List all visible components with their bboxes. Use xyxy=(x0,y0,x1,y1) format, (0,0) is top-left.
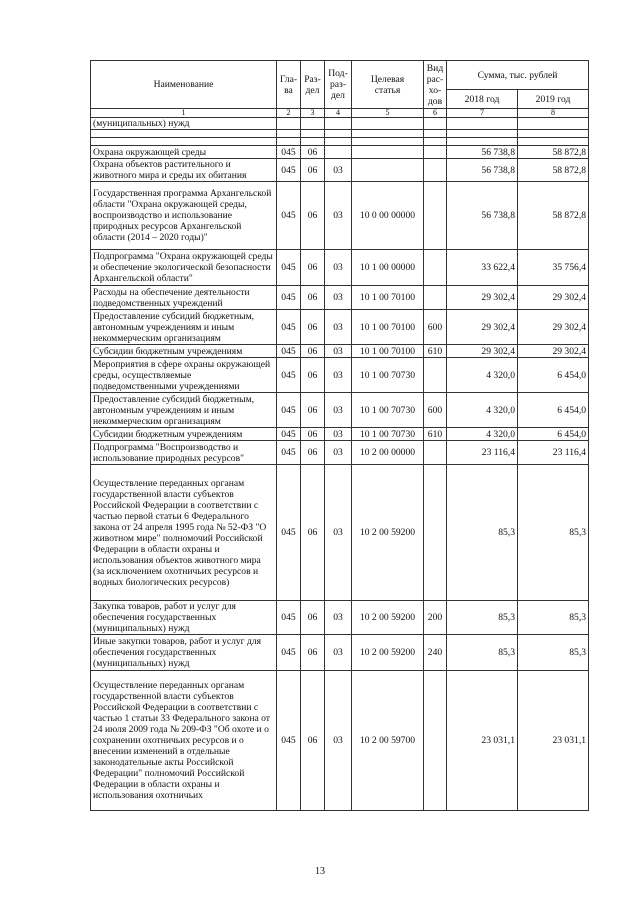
row-sum-2018 xyxy=(447,138,518,146)
row-sum-2018: 4 320,0 xyxy=(447,428,518,441)
row-vid xyxy=(424,182,447,250)
table-row xyxy=(91,130,589,138)
row-podrazdel xyxy=(325,118,352,130)
row-name: Иные закупки товаров, работ и услуг для обеспечения государственных (муниципальных) нужд xyxy=(91,635,277,671)
row-sum-2019: 23 116,4 xyxy=(518,441,589,465)
row-sum-2019: 29 302,4 xyxy=(518,310,589,345)
row-glava: 045 xyxy=(277,601,301,635)
row-sum-2019 xyxy=(518,138,589,146)
row-podrazdel: 03 xyxy=(325,159,352,182)
header-target: Целевая статья xyxy=(352,61,424,109)
row-podrazdel: 03 xyxy=(325,310,352,345)
row-glava xyxy=(277,138,301,146)
row-sum-2019: 85,3 xyxy=(518,465,589,601)
row-glava: 045 xyxy=(277,635,301,671)
colnum: 4 xyxy=(325,109,352,118)
row-target: 10 2 00 59200 xyxy=(352,465,424,601)
row-sum-2018: 85,3 xyxy=(447,465,518,601)
row-sum-2018: 85,3 xyxy=(447,601,518,635)
row-vid: 600 xyxy=(424,310,447,345)
row-sum-2019: 29 302,4 xyxy=(518,345,589,358)
row-razdel: 06 xyxy=(301,182,325,250)
row-target xyxy=(352,146,424,159)
row-razdel: 06 xyxy=(301,286,325,310)
header-name: Наименование xyxy=(91,61,277,109)
row-sum-2019: 58 872,8 xyxy=(518,146,589,159)
row-name xyxy=(91,138,277,146)
row-sum-2019 xyxy=(518,118,589,130)
row-razdel xyxy=(301,138,325,146)
row-vid xyxy=(424,146,447,159)
header-vid: Вид рас- хо- дов xyxy=(424,61,447,109)
row-vid xyxy=(424,130,447,138)
table-row xyxy=(91,465,589,601)
row-podrazdel: 03 xyxy=(325,635,352,671)
row-sum-2018: 4 320,0 xyxy=(447,393,518,428)
row-vid xyxy=(424,138,447,146)
table-row xyxy=(91,671,589,811)
table-row xyxy=(91,310,589,345)
row-razdel xyxy=(301,118,325,130)
row-target: 10 2 00 59700 xyxy=(352,671,424,811)
row-sum-2018: 29 302,4 xyxy=(447,286,518,310)
row-podrazdel: 03 xyxy=(325,465,352,601)
row-podrazdel: 03 xyxy=(325,345,352,358)
row-sum-2018: 4 320,0 xyxy=(447,358,518,393)
table-row xyxy=(91,428,589,441)
row-name: Охрана объектов растительного и животного мира и среды их обитания xyxy=(91,159,277,182)
colnum: 8 xyxy=(518,109,589,118)
row-name: Мероприятия в сфере охраны окружающей среды, осуществляемые подведомственными учреждениями xyxy=(91,358,277,393)
row-sum-2019: 6 454,0 xyxy=(518,358,589,393)
row-glava: 045 xyxy=(277,441,301,465)
row-podrazdel xyxy=(325,146,352,159)
row-podrazdel xyxy=(325,138,352,146)
row-name: Расходы на обеспечение деятельности подведомственных учреждений xyxy=(91,286,277,310)
row-target: 10 2 00 59200 xyxy=(352,635,424,671)
row-sum-2018 xyxy=(447,118,518,130)
row-razdel: 06 xyxy=(301,428,325,441)
row-sum-2019: 35 756,4 xyxy=(518,250,589,286)
row-target: 10 2 00 59200 xyxy=(352,601,424,635)
row-sum-2019: 85,3 xyxy=(518,601,589,635)
row-vid: 240 xyxy=(424,635,447,671)
row-target xyxy=(352,118,424,130)
row-name: Предоставление субсидий бюджетным, автономным учреждениям и иным некоммерческим организациям xyxy=(91,310,277,345)
colnum: 5 xyxy=(352,109,424,118)
row-sum-2018: 85,3 xyxy=(447,635,518,671)
row-razdel: 06 xyxy=(301,358,325,393)
row-razdel: 06 xyxy=(301,310,325,345)
row-vid xyxy=(424,671,447,811)
header-glava: Гла- ва xyxy=(277,61,301,109)
row-name: (муниципальных) нужд xyxy=(91,118,277,130)
row-razdel: 06 xyxy=(301,671,325,811)
row-podrazdel: 03 xyxy=(325,441,352,465)
header-sum: Сумма, тыс. рублей xyxy=(447,61,589,90)
row-vid xyxy=(424,118,447,130)
table-row xyxy=(91,250,589,286)
row-sum-2018 xyxy=(447,130,518,138)
row-glava: 045 xyxy=(277,345,301,358)
row-name: Субсидии бюджетным учреждениям xyxy=(91,428,277,441)
row-sum-2019: 6 454,0 xyxy=(518,428,589,441)
row-podrazdel: 03 xyxy=(325,182,352,250)
row-name: Закупка товаров, работ и услуг для обеспечения государственных (муниципальных) нужд xyxy=(91,601,277,635)
row-target: 10 1 00 70730 xyxy=(352,428,424,441)
table-row xyxy=(91,345,589,358)
row-glava: 045 xyxy=(277,250,301,286)
colnum: 7 xyxy=(447,109,518,118)
row-podrazdel: 03 xyxy=(325,250,352,286)
row-vid xyxy=(424,441,447,465)
row-glava: 045 xyxy=(277,310,301,345)
row-target: 10 1 00 70100 xyxy=(352,310,424,345)
row-sum-2018: 29 302,4 xyxy=(447,310,518,345)
row-sum-2019: 23 031,1 xyxy=(518,671,589,811)
table-row xyxy=(91,118,589,130)
row-sum-2019: 29 302,4 xyxy=(518,286,589,310)
row-glava: 045 xyxy=(277,182,301,250)
row-razdel xyxy=(301,130,325,138)
row-target: 10 1 00 00000 xyxy=(352,250,424,286)
row-glava: 045 xyxy=(277,358,301,393)
row-vid: 610 xyxy=(424,345,447,358)
row-target: 10 1 00 70100 xyxy=(352,345,424,358)
row-target xyxy=(352,159,424,182)
row-name: Предоставление субсидий бюджетным, автономным учреждениям и иным некоммерческим организациям xyxy=(91,393,277,428)
row-glava: 045 xyxy=(277,159,301,182)
colnum: 2 xyxy=(277,109,301,118)
row-podrazdel: 03 xyxy=(325,601,352,635)
header-2019: 2019 год xyxy=(518,90,589,109)
row-glava: 045 xyxy=(277,671,301,811)
row-glava xyxy=(277,118,301,130)
row-sum-2019: 6 454,0 xyxy=(518,393,589,428)
row-vid xyxy=(424,159,447,182)
table-row xyxy=(91,159,589,182)
row-razdel: 06 xyxy=(301,441,325,465)
row-target: 10 1 00 70730 xyxy=(352,393,424,428)
row-sum-2018: 56 738,8 xyxy=(447,146,518,159)
row-vid xyxy=(424,250,447,286)
row-podrazdel: 03 xyxy=(325,358,352,393)
row-glava: 045 xyxy=(277,428,301,441)
row-glava: 045 xyxy=(277,393,301,428)
row-vid: 200 xyxy=(424,601,447,635)
row-sum-2018: 56 738,8 xyxy=(447,159,518,182)
row-sum-2018: 29 302,4 xyxy=(447,345,518,358)
row-razdel: 06 xyxy=(301,250,325,286)
row-vid xyxy=(424,358,447,393)
row-podrazdel xyxy=(325,130,352,138)
table-row xyxy=(91,635,589,671)
budget-table xyxy=(90,60,589,811)
row-target xyxy=(352,138,424,146)
row-razdel: 06 xyxy=(301,345,325,358)
row-target: 10 1 00 70730 xyxy=(352,358,424,393)
colnum: 1 xyxy=(91,109,277,118)
table-row xyxy=(91,286,589,310)
row-sum-2019: 58 872,8 xyxy=(518,182,589,250)
header-row xyxy=(91,61,589,90)
row-sum-2019: 85,3 xyxy=(518,635,589,671)
table-row xyxy=(91,393,589,428)
row-razdel: 06 xyxy=(301,635,325,671)
row-podrazdel: 03 xyxy=(325,286,352,310)
row-target: 10 2 00 00000 xyxy=(352,441,424,465)
row-glava: 045 xyxy=(277,465,301,601)
row-name: Государственная программа Архангельской области "Охрана окружающей среды, воспроизводство и использование природных ресурсов Архангельской области (2014 – 2020 годы)" xyxy=(91,182,277,250)
row-sum-2018: 56 738,8 xyxy=(447,182,518,250)
table-row xyxy=(91,138,589,146)
row-razdel: 06 xyxy=(301,159,325,182)
row-podrazdel: 03 xyxy=(325,393,352,428)
row-podrazdel: 03 xyxy=(325,428,352,441)
row-target: 10 0 00 00000 xyxy=(352,182,424,250)
table-row xyxy=(91,441,589,465)
row-razdel: 06 xyxy=(301,146,325,159)
row-target xyxy=(352,130,424,138)
row-name: Осуществление переданных органам государственной власти субъектов Российской Федерации в соответствии с частью 1 статьи 33 Федерального закона от 24 июля 2009 года № 209-ФЗ "Об охоте и о сохранении охотничьих ресурсов и о внесении изменений в отдельные законодательные акты Российской Федерации" полномочий Российской Федерации в области охраны и использования охотничьих xyxy=(91,671,277,811)
row-vid: 600 xyxy=(424,393,447,428)
row-razdel: 06 xyxy=(301,393,325,428)
row-glava: 045 xyxy=(277,286,301,310)
header-razdel: Раз- дел xyxy=(301,61,325,109)
row-name: Субсидии бюджетным учреждениям xyxy=(91,345,277,358)
colnum: 6 xyxy=(424,109,447,118)
row-name xyxy=(91,130,277,138)
row-target: 10 1 00 70100 xyxy=(352,286,424,310)
page-number: 13 xyxy=(315,866,325,877)
row-podrazdel: 03 xyxy=(325,671,352,811)
row-vid: 610 xyxy=(424,428,447,441)
header-2018: 2018 год xyxy=(447,90,518,109)
row-name: Охрана окружающей среды xyxy=(91,146,277,159)
table-row xyxy=(91,601,589,635)
table-row xyxy=(91,146,589,159)
row-name: Подпрограмма "Воспроизводство и использование природных ресурсов" xyxy=(91,441,277,465)
table-row xyxy=(91,358,589,393)
row-glava: 045 xyxy=(277,146,301,159)
column-numbers-row xyxy=(91,109,589,118)
header-podrazdel: Под- раз- дел xyxy=(325,61,352,109)
row-name: Осуществление переданных органам государственной власти субъектов Российской Федерации в соответствии с частью первой статьи 6 Федерального закона от 24 апреля 1995 года № 52-ФЗ "О животном мире" полномочий Российской Федерации в области охраны и использования объектов животного мира (за исключением охотничьих ресурсов и водных биологических ресурсов) xyxy=(91,465,277,601)
row-razdel: 06 xyxy=(301,601,325,635)
row-vid xyxy=(424,465,447,601)
row-sum-2018: 23 031,1 xyxy=(447,671,518,811)
row-sum-2019: 58 872,8 xyxy=(518,159,589,182)
row-sum-2018: 23 116,4 xyxy=(447,441,518,465)
table-row xyxy=(91,182,589,250)
row-name: Подпрограмма "Охрана окружающей среды и обеспечение экологической безопасности Архангельской области" xyxy=(91,250,277,286)
colnum: 3 xyxy=(301,109,325,118)
row-sum-2018: 33 622,4 xyxy=(447,250,518,286)
row-sum-2019 xyxy=(518,130,589,138)
row-glava xyxy=(277,130,301,138)
row-vid xyxy=(424,286,447,310)
row-razdel: 06 xyxy=(301,465,325,601)
